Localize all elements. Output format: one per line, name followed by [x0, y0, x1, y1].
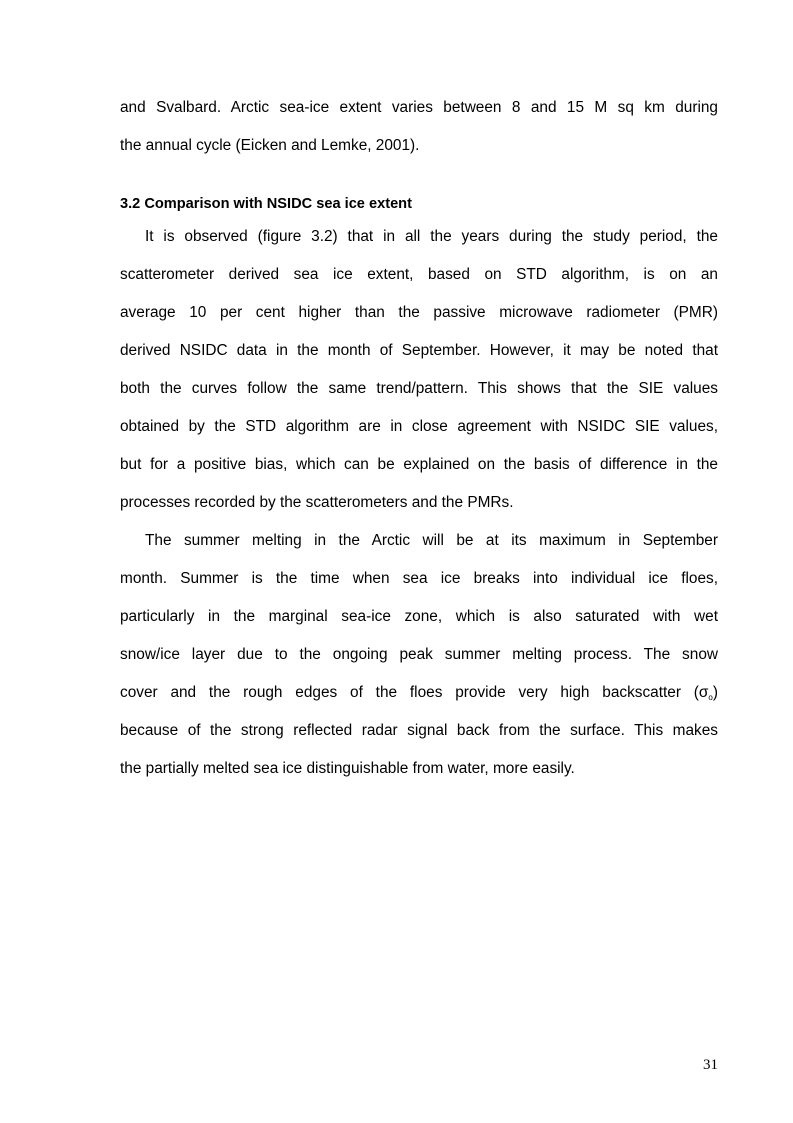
- page-number: 31: [703, 1057, 718, 1073]
- text-line: It is observed (figure 3.2) that in all the years during the study period, the: [145, 228, 718, 245]
- text-line: the partially melted sea ice distinguishable from water, more easily.: [120, 760, 575, 777]
- text-line: scatterometer derived sea ice extent, based on STD algorithm, is on an: [120, 266, 718, 283]
- paragraph-summer-melting: [120, 527, 718, 793]
- sigma-close-paren: ): [712, 684, 718, 701]
- text-line: The summer melting in the Arctic will be at its maximum in September: [145, 532, 718, 549]
- text-line: derived NSIDC data in the month of September. However, it may be noted that: [120, 342, 718, 359]
- text-line: because of the strong reflected radar signal back from the surface. This makes: [120, 722, 718, 739]
- text-line: both the curves follow the same trend/pattern. This shows that the SIE values: [120, 380, 718, 397]
- section-body: [120, 223, 718, 793]
- paragraph-comparison: [120, 223, 718, 527]
- text-line: and Svalbard. Arctic sea-ice extent varies between 8 and 15 M sq km during: [120, 99, 718, 116]
- text-line: processes recorded by the scatterometers and the PMRs.: [120, 494, 514, 511]
- sigma-line-text: cover and the rough edges of the floes provide very high backscatter (: [120, 684, 699, 701]
- text-line: snow/ice layer due to the ongoing peak summer melting process. The snow: [120, 646, 718, 663]
- continuation-paragraph: [120, 94, 718, 170]
- text-line: the annual cycle (Eicken and Lemke, 2001).: [120, 137, 420, 154]
- text-line: month. Summer is the time when sea ice breaks into individual ice floes,: [120, 570, 718, 587]
- text-line: particularly in the marginal sea-ice zone, which is also saturated with wet: [120, 608, 718, 625]
- section-heading: 3.2 Comparison with NSIDC sea ice extent: [120, 196, 412, 212]
- sigma-symbol: σ: [698, 684, 709, 701]
- text-line-sigma: [120, 679, 718, 717]
- text-line: obtained by the STD algorithm are in close agreement with NSIDC SIE values,: [120, 418, 718, 435]
- sigma-subscript: o: [708, 693, 713, 702]
- text-line: average 10 per cent higher than the passive microwave radiometer (PMR): [120, 304, 718, 321]
- text-line: but for a positive bias, which can be explained on the basis of difference in the: [120, 456, 718, 473]
